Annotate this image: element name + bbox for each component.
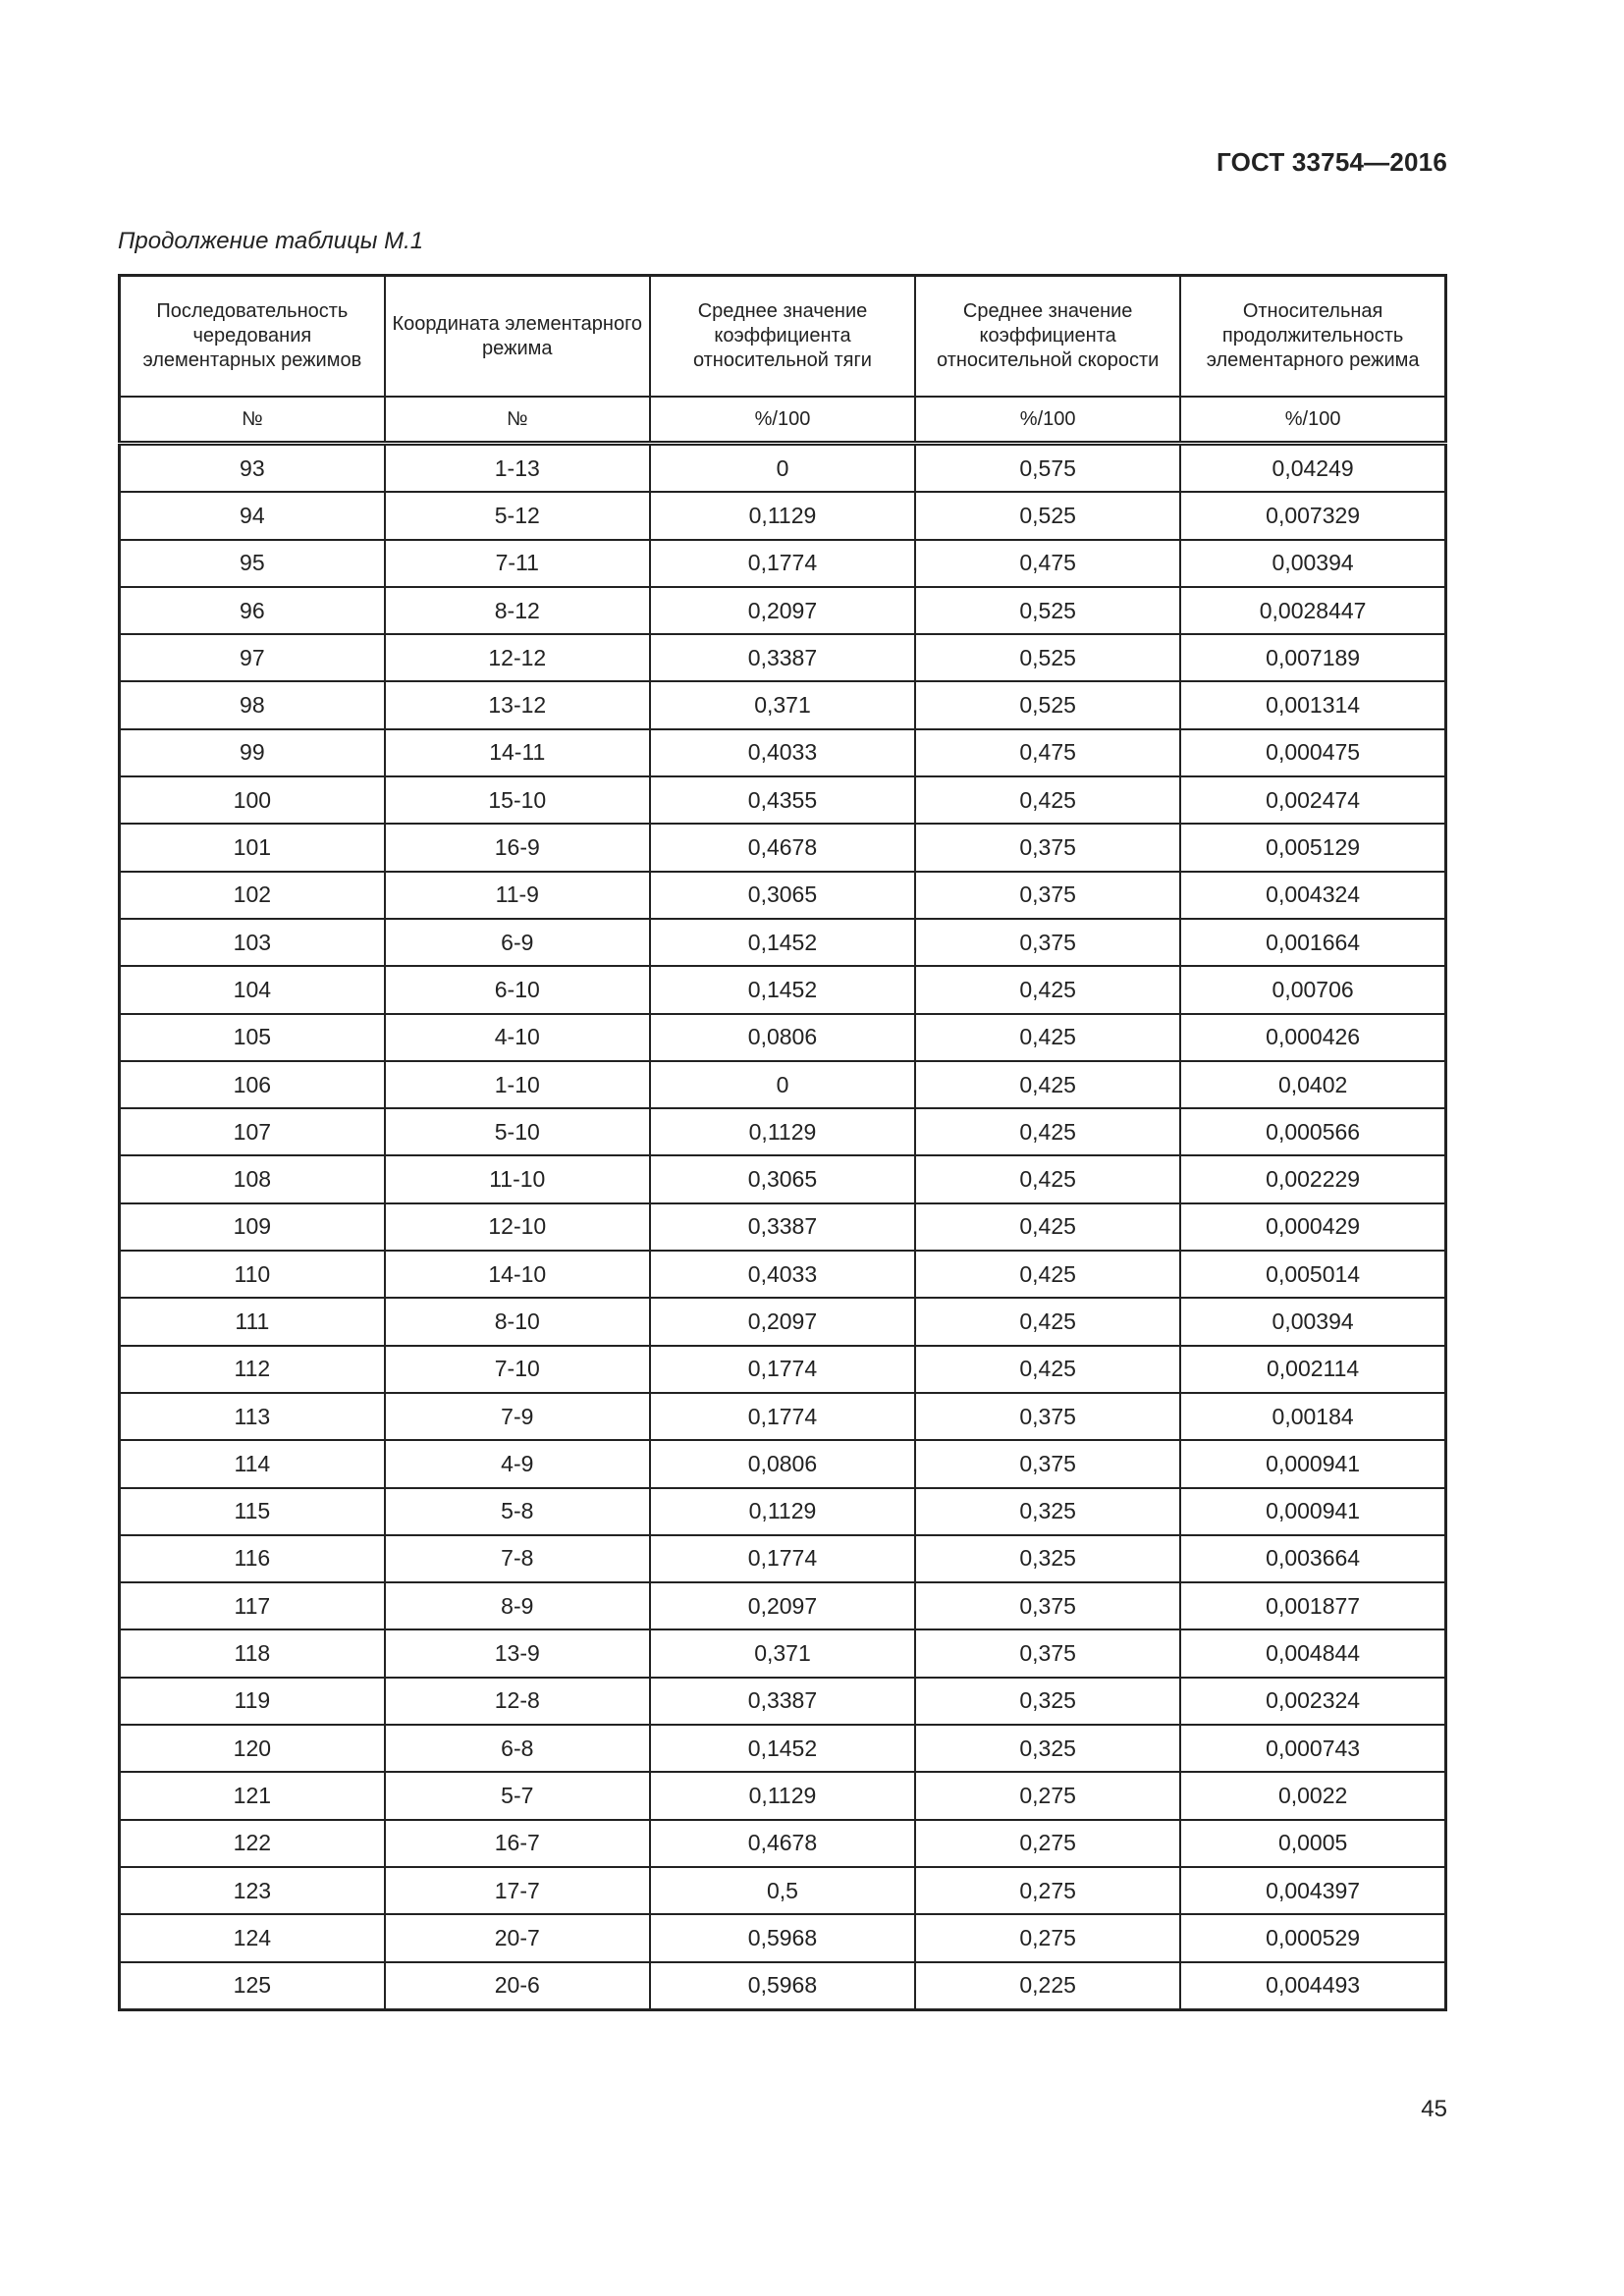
column-header-sequence: Последовательность чередования элементарных режимов [120,276,385,398]
cell-thrust: 0,0806 [650,1440,915,1487]
cell-coordinate: 5-12 [385,492,650,539]
table-row [120,492,1446,539]
table-body [120,444,1446,2010]
cell-sequence: 122 [120,1820,385,1867]
cell-thrust: 0,4033 [650,729,915,776]
cell-speed: 0,425 [915,966,1180,1013]
cell-sequence: 111 [120,1298,385,1345]
cell-duration: 0,007189 [1180,634,1445,681]
cell-thrust: 0,5968 [650,1914,915,1961]
cell-duration: 0,005129 [1180,824,1445,871]
cell-sequence: 106 [120,1061,385,1108]
cell-speed: 0,275 [915,1820,1180,1867]
table-row [120,681,1446,728]
cell-sequence: 98 [120,681,385,728]
cell-sequence: 95 [120,540,385,587]
table-row [120,587,1446,634]
table-row [120,1725,1446,1772]
cell-duration: 0,0022 [1180,1772,1445,1819]
cell-duration: 0,005014 [1180,1251,1445,1298]
cell-coordinate: 20-6 [385,1962,650,2010]
cell-duration: 0,004397 [1180,1867,1445,1914]
cell-coordinate: 11-9 [385,872,650,919]
cell-duration: 0,000941 [1180,1488,1445,1535]
cell-duration: 0,003664 [1180,1535,1445,1582]
cell-duration: 0,001877 [1180,1582,1445,1629]
cell-speed: 0,275 [915,1914,1180,1961]
cell-sequence: 108 [120,1155,385,1202]
table-row [120,1440,1446,1487]
cell-coordinate: 6-8 [385,1725,650,1772]
table-row [120,1867,1446,1914]
cell-thrust: 0,4033 [650,1251,915,1298]
cell-duration: 0,004493 [1180,1962,1445,2010]
cell-coordinate: 12-8 [385,1678,650,1725]
table-row [120,1629,1446,1677]
table-row [120,444,1446,493]
cell-coordinate: 16-7 [385,1820,650,1867]
cell-duration: 0,000941 [1180,1440,1445,1487]
cell-speed: 0,425 [915,1346,1180,1393]
cell-duration: 0,04249 [1180,444,1445,493]
cell-sequence: 125 [120,1962,385,2010]
cell-speed: 0,375 [915,1582,1180,1629]
cell-coordinate: 14-11 [385,729,650,776]
cell-thrust: 0,3065 [650,872,915,919]
cell-sequence: 117 [120,1582,385,1629]
cell-thrust: 0,5 [650,1867,915,1914]
table-row [120,1488,1446,1535]
cell-sequence: 97 [120,634,385,681]
cell-duration: 0,000475 [1180,729,1445,776]
table-row [120,729,1446,776]
cell-sequence: 123 [120,1867,385,1914]
cell-sequence: 119 [120,1678,385,1725]
table-row [120,1014,1446,1061]
cell-thrust: 0 [650,444,915,493]
table-row [120,634,1446,681]
cell-speed: 0,425 [915,1155,1180,1202]
cell-duration: 0,004844 [1180,1629,1445,1677]
table-row [120,1820,1446,1867]
cell-duration: 0,001314 [1180,681,1445,728]
unit-cell: %/100 [650,397,915,444]
cell-duration: 0,001664 [1180,919,1445,966]
page-number: 45 [1421,2096,1447,2122]
cell-sequence: 103 [120,919,385,966]
cell-coordinate: 12-12 [385,634,650,681]
table-row [120,1203,1446,1251]
table-caption: Продолжение таблицы М.1 [118,228,424,254]
cell-thrust: 0,1774 [650,1535,915,1582]
table-row [120,1393,1446,1440]
cell-coordinate: 4-10 [385,1014,650,1061]
cell-thrust: 0,1129 [650,1488,915,1535]
cell-duration: 0,007329 [1180,492,1445,539]
cell-thrust: 0,1774 [650,540,915,587]
table-row [120,1962,1446,2010]
cell-speed: 0,375 [915,1440,1180,1487]
cell-speed: 0,275 [915,1772,1180,1819]
header-row [120,276,1446,398]
cell-sequence: 120 [120,1725,385,1772]
data-table [118,274,1447,2011]
cell-thrust: 0,3387 [650,1678,915,1725]
cell-duration: 0,000529 [1180,1914,1445,1961]
cell-thrust: 0,1452 [650,966,915,1013]
cell-sequence: 96 [120,587,385,634]
cell-thrust: 0,2097 [650,1582,915,1629]
cell-duration: 0,004324 [1180,872,1445,919]
cell-thrust: 0,371 [650,681,915,728]
cell-coordinate: 5-8 [385,1488,650,1535]
cell-coordinate: 16-9 [385,824,650,871]
cell-coordinate: 20-7 [385,1914,650,1961]
cell-thrust: 0,1129 [650,492,915,539]
cell-speed: 0,425 [915,1298,1180,1345]
cell-speed: 0,475 [915,729,1180,776]
table-row [120,1298,1446,1345]
table-row [120,1772,1446,1819]
cell-coordinate: 12-10 [385,1203,650,1251]
cell-sequence: 107 [120,1108,385,1155]
cell-sequence: 94 [120,492,385,539]
cell-speed: 0,525 [915,681,1180,728]
cell-thrust: 0 [650,1061,915,1108]
cell-sequence: 99 [120,729,385,776]
cell-sequence: 102 [120,872,385,919]
cell-duration: 0,002114 [1180,1346,1445,1393]
cell-thrust: 0,3387 [650,1203,915,1251]
table-row [120,919,1446,966]
cell-sequence: 101 [120,824,385,871]
cell-sequence: 115 [120,1488,385,1535]
cell-coordinate: 4-9 [385,1440,650,1487]
cell-coordinate: 13-9 [385,1629,650,1677]
unit-cell: № [385,397,650,444]
cell-thrust: 0,5968 [650,1962,915,2010]
cell-speed: 0,375 [915,824,1180,871]
cell-coordinate: 15-10 [385,776,650,824]
table-row [120,1061,1446,1108]
table-row [120,1155,1446,1202]
cell-speed: 0,425 [915,1108,1180,1155]
table-row [120,966,1446,1013]
cell-sequence: 104 [120,966,385,1013]
table-row [120,1914,1446,1961]
cell-sequence: 118 [120,1629,385,1677]
cell-duration: 0,000743 [1180,1725,1445,1772]
cell-speed: 0,325 [915,1488,1180,1535]
cell-thrust: 0,4678 [650,824,915,871]
cell-speed: 0,525 [915,492,1180,539]
cell-speed: 0,325 [915,1725,1180,1772]
cell-duration: 0,000566 [1180,1108,1445,1155]
cell-coordinate: 8-10 [385,1298,650,1345]
cell-coordinate: 5-7 [385,1772,650,1819]
cell-speed: 0,225 [915,1962,1180,2010]
unit-cell: %/100 [1180,397,1445,444]
cell-speed: 0,375 [915,1629,1180,1677]
cell-coordinate: 1-10 [385,1061,650,1108]
cell-speed: 0,575 [915,444,1180,493]
table-row [120,872,1446,919]
cell-duration: 0,002229 [1180,1155,1445,1202]
cell-thrust: 0,4355 [650,776,915,824]
cell-speed: 0,275 [915,1867,1180,1914]
table-row [120,1582,1446,1629]
table-row [120,776,1446,824]
cell-duration: 0,0028447 [1180,587,1445,634]
cell-coordinate: 7-11 [385,540,650,587]
cell-coordinate: 7-8 [385,1535,650,1582]
table-row [120,1535,1446,1582]
cell-thrust: 0,3065 [650,1155,915,1202]
cell-duration: 0,00394 [1180,540,1445,587]
cell-speed: 0,375 [915,919,1180,966]
cell-thrust: 0,2097 [650,1298,915,1345]
cell-sequence: 116 [120,1535,385,1582]
cell-speed: 0,375 [915,872,1180,919]
cell-duration: 0,0402 [1180,1061,1445,1108]
cell-coordinate: 6-9 [385,919,650,966]
cell-duration: 0,00184 [1180,1393,1445,1440]
cell-thrust: 0,1452 [650,919,915,966]
table-row [120,824,1446,871]
cell-speed: 0,325 [915,1678,1180,1725]
cell-coordinate: 8-9 [385,1582,650,1629]
column-header-duration: Относительная продолжительность элементарного режима [1180,276,1445,398]
cell-thrust: 0,371 [650,1629,915,1677]
cell-duration: 0,000429 [1180,1203,1445,1251]
cell-speed: 0,425 [915,1061,1180,1108]
table-row [120,1251,1446,1298]
cell-sequence: 93 [120,444,385,493]
cell-thrust: 0,0806 [650,1014,915,1061]
document-code: ГОСТ 33754—2016 [1217,147,1447,177]
cell-thrust: 0,4678 [650,1820,915,1867]
cell-thrust: 0,1774 [650,1393,915,1440]
cell-duration: 0,00706 [1180,966,1445,1013]
cell-thrust: 0,1129 [650,1772,915,1819]
unit-cell: № [120,397,385,444]
cell-coordinate: 1-13 [385,444,650,493]
cell-coordinate: 11-10 [385,1155,650,1202]
cell-sequence: 105 [120,1014,385,1061]
cell-thrust: 0,1774 [650,1346,915,1393]
cell-speed: 0,425 [915,1203,1180,1251]
cell-speed: 0,475 [915,540,1180,587]
cell-thrust: 0,2097 [650,587,915,634]
cell-coordinate: 17-7 [385,1867,650,1914]
cell-sequence: 100 [120,776,385,824]
cell-sequence: 112 [120,1346,385,1393]
table-row [120,540,1446,587]
cell-duration: 0,002474 [1180,776,1445,824]
cell-coordinate: 14-10 [385,1251,650,1298]
cell-thrust: 0,1129 [650,1108,915,1155]
cell-speed: 0,325 [915,1535,1180,1582]
cell-speed: 0,525 [915,587,1180,634]
cell-duration: 0,002324 [1180,1678,1445,1725]
cell-sequence: 121 [120,1772,385,1819]
cell-duration: 0,000426 [1180,1014,1445,1061]
cell-sequence: 114 [120,1440,385,1487]
column-header-coordinate: Координата элементарного режима [385,276,650,398]
cell-coordinate: 7-10 [385,1346,650,1393]
cell-speed: 0,525 [915,634,1180,681]
cell-sequence: 110 [120,1251,385,1298]
table-row [120,1346,1446,1393]
cell-coordinate: 5-10 [385,1108,650,1155]
cell-duration: 0,0005 [1180,1820,1445,1867]
cell-speed: 0,375 [915,1393,1180,1440]
cell-speed: 0,425 [915,1251,1180,1298]
cell-speed: 0,425 [915,1014,1180,1061]
column-header-speed: Среднее значение коэффициента относительной скорости [915,276,1180,398]
cell-coordinate: 6-10 [385,966,650,1013]
cell-coordinate: 13-12 [385,681,650,728]
cell-thrust: 0,3387 [650,634,915,681]
cell-thrust: 0,1452 [650,1725,915,1772]
cell-sequence: 113 [120,1393,385,1440]
cell-coordinate: 7-9 [385,1393,650,1440]
cell-sequence: 124 [120,1914,385,1961]
cell-speed: 0,425 [915,776,1180,824]
cell-coordinate: 8-12 [385,587,650,634]
units-row [120,397,1446,444]
unit-cell: %/100 [915,397,1180,444]
table-row [120,1678,1446,1725]
column-header-thrust: Среднее значение коэффициента относительной тяги [650,276,915,398]
cell-duration: 0,00394 [1180,1298,1445,1345]
cell-sequence: 109 [120,1203,385,1251]
table-row [120,1108,1446,1155]
